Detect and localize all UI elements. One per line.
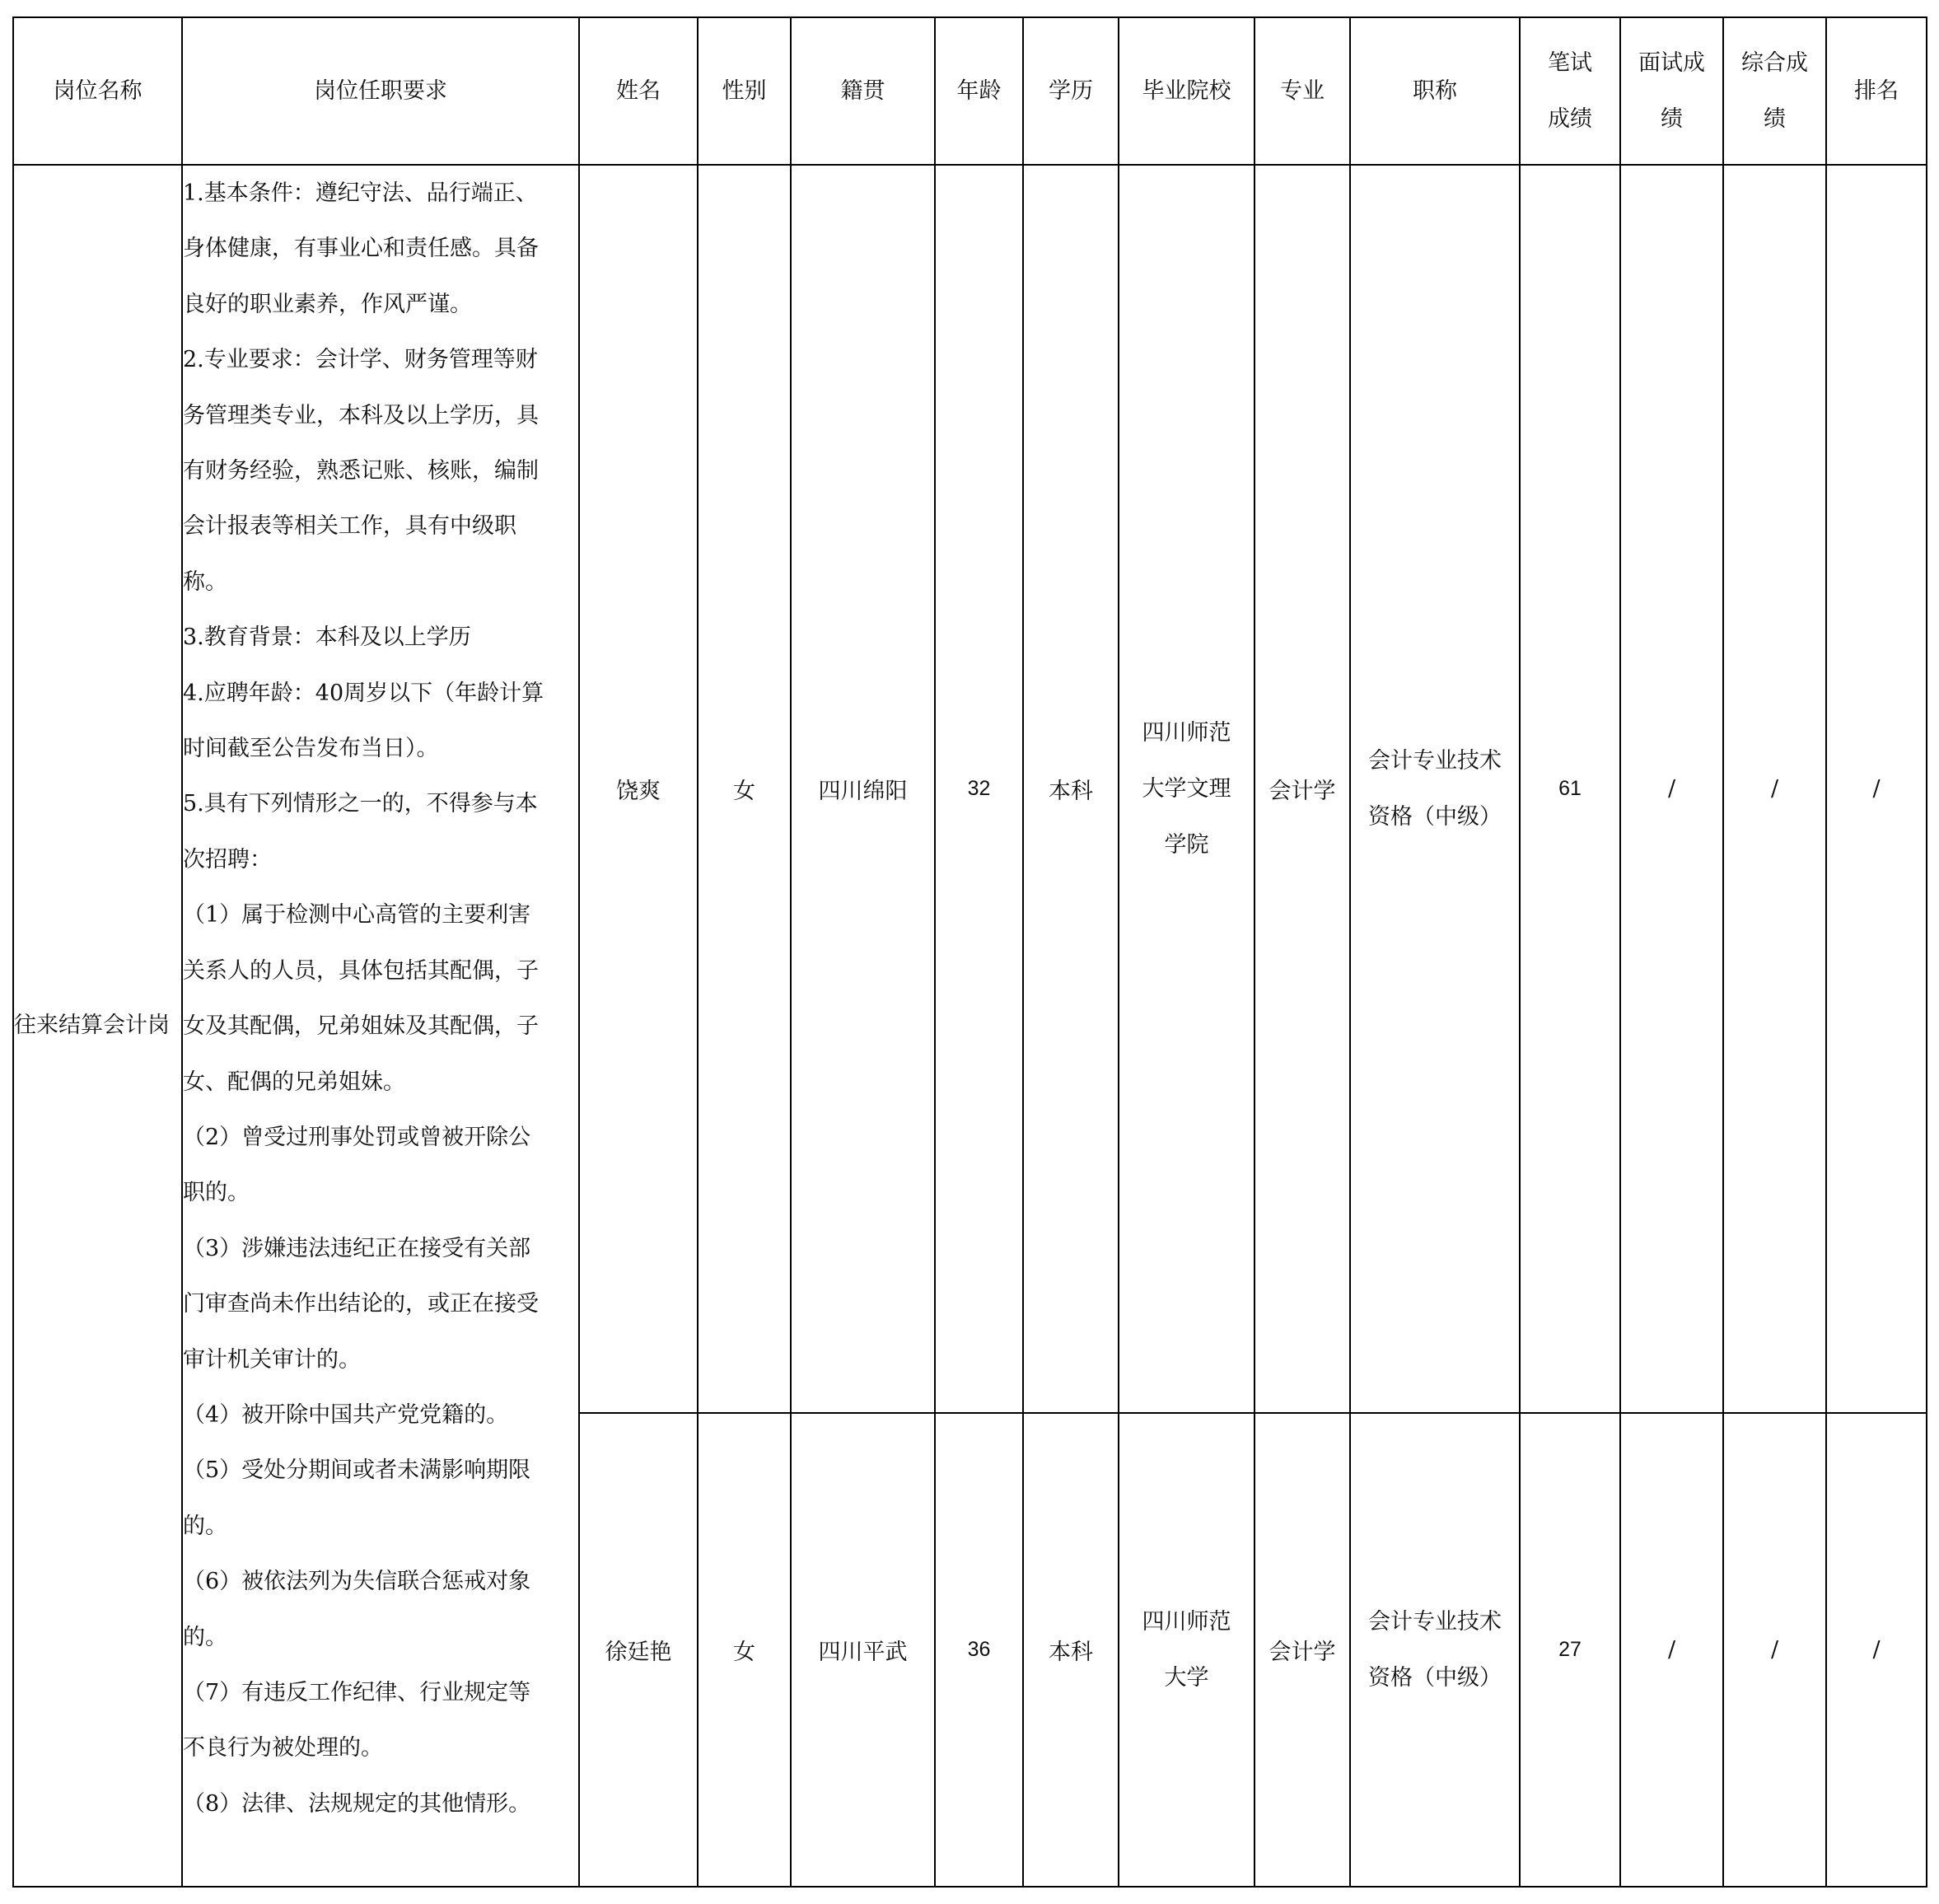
requirements-cell bbox=[182, 165, 579, 1887]
candidate-2-title bbox=[1350, 1413, 1520, 1887]
requirement-line: 女、配偶的兄弟姐妹。 bbox=[183, 1069, 405, 1095]
candidate-2-rank: / bbox=[1826, 1413, 1927, 1887]
requirement-line: （5）受处分期间或者未满影响期限 bbox=[183, 1457, 531, 1484]
candidate-1-total-score: / bbox=[1723, 165, 1826, 1413]
header-education: 学历 bbox=[1023, 17, 1119, 165]
candidate-2-total-score: / bbox=[1723, 1413, 1826, 1887]
requirement-line: （8）法律、法规规定的其他情形。 bbox=[183, 1790, 531, 1817]
header-requirements: 岗位任职要求 bbox=[182, 17, 579, 165]
header-gender: 性别 bbox=[698, 17, 791, 165]
candidate-1-age: 32 bbox=[935, 165, 1023, 1413]
candidate-2-major: 会计学 bbox=[1255, 1413, 1350, 1887]
requirement-line: 2.专业要求：会计学、财务管理等财 bbox=[183, 347, 538, 373]
header-age: 年龄 bbox=[935, 17, 1023, 165]
candidate-1-school-line: 大学文理 bbox=[1142, 775, 1231, 802]
candidate-1-title-line: 会计专业技术 bbox=[1368, 747, 1502, 774]
requirement-line: 有财务经验，熟悉记账、核账，编制 bbox=[183, 458, 539, 484]
requirement-line: 良好的职业素养，作风严谨。 bbox=[183, 291, 472, 317]
requirement-line: 1.基本条件：遵纪守法、品行端正、 bbox=[183, 180, 538, 206]
candidate-1-school bbox=[1119, 165, 1255, 1413]
requirement-line: 不良行为被处理的。 bbox=[183, 1735, 383, 1761]
candidate-table bbox=[12, 16, 1927, 1888]
header-post-name: 岗位名称 bbox=[13, 17, 182, 165]
header-total-score bbox=[1723, 17, 1826, 165]
post-name: 往来结算会计岗 bbox=[14, 1013, 170, 1038]
candidate-1-school-line: 四川师范 bbox=[1142, 719, 1231, 746]
candidate-1-gender: 女 bbox=[698, 165, 791, 1413]
requirement-line: （1）属于检测中心高管的主要利害 bbox=[183, 902, 531, 929]
requirement-line: 务管理类专业，本科及以上学历，具 bbox=[183, 402, 539, 428]
candidate-1-title-line: 资格（中级） bbox=[1368, 803, 1502, 830]
candidate-2-education: 本科 bbox=[1023, 1413, 1119, 1887]
requirement-line: 4.应聘年龄：40周岁以下（年龄计算 bbox=[183, 680, 544, 706]
requirement-line: 次招聘： bbox=[183, 846, 272, 872]
requirement-line: 5.具有下列情形之一的，不得参与本 bbox=[183, 791, 538, 817]
candidate-2-school bbox=[1119, 1413, 1255, 1887]
candidate-2-name: 徐廷艳 bbox=[579, 1413, 698, 1887]
header-school: 毕业院校 bbox=[1119, 17, 1255, 165]
candidate-2-origin: 四川平武 bbox=[791, 1413, 935, 1887]
requirement-line: 女及其配偶，兄弟姐妹及其配偶，子 bbox=[183, 1013, 539, 1040]
header-origin: 籍贯 bbox=[791, 17, 935, 165]
requirement-line: （7）有违反工作纪律、行业规定等 bbox=[183, 1679, 531, 1705]
header-written-score-line1: 笔试 bbox=[1548, 49, 1592, 76]
requirement-line: 审计机关审计的。 bbox=[183, 1346, 361, 1373]
requirement-line: 身体健康，有事业心和责任感。具备 bbox=[183, 236, 539, 262]
post-name-cell bbox=[13, 165, 182, 1887]
candidate-1-major: 会计学 bbox=[1255, 165, 1350, 1413]
header-total-score-line2: 绩 bbox=[1764, 105, 1786, 132]
candidate-2-written-score: 27 bbox=[1520, 1413, 1620, 1887]
header-name: 姓名 bbox=[579, 17, 698, 165]
candidate-1-rank: / bbox=[1826, 165, 1927, 1413]
header-written-score-line2: 成绩 bbox=[1548, 105, 1592, 132]
requirement-line: 门审查尚未作出结论的，或正在接受 bbox=[183, 1291, 539, 1317]
candidate-1-name: 饶爽 bbox=[579, 165, 698, 1413]
header-interview-score bbox=[1620, 17, 1723, 165]
candidate-1-interview-score: / bbox=[1620, 165, 1723, 1413]
candidate-1-education: 本科 bbox=[1023, 165, 1119, 1413]
candidate-2-title-line: 会计专业技术 bbox=[1368, 1608, 1502, 1635]
requirement-line: 会计报表等相关工作，具有中级职 bbox=[183, 513, 516, 540]
requirement-line: （4）被开除中国共产党党籍的。 bbox=[183, 1401, 509, 1428]
candidate-2-gender: 女 bbox=[698, 1413, 791, 1887]
requirement-line: 时间截至公告发布当日）。 bbox=[183, 736, 439, 762]
candidate-1-origin: 四川绵阳 bbox=[791, 165, 935, 1413]
header-rank: 排名 bbox=[1826, 17, 1927, 165]
requirement-line: （6）被依法列为失信联合惩戒对象 bbox=[183, 1569, 531, 1595]
candidate-2-school-line: 大学 bbox=[1164, 1664, 1209, 1691]
candidate-2-school-line: 四川师范 bbox=[1142, 1608, 1231, 1635]
candidate-2-title-line: 资格（中级） bbox=[1368, 1664, 1502, 1691]
header-title: 职称 bbox=[1350, 17, 1520, 165]
table-row bbox=[13, 165, 1927, 1413]
requirement-line: （2）曾受过刑事处罚或曾被开除公 bbox=[183, 1124, 531, 1150]
requirement-line: （3）涉嫌违法违纪正在接受有关部 bbox=[183, 1235, 531, 1261]
requirement-line: 的。 bbox=[183, 1513, 227, 1539]
candidate-2-age: 36 bbox=[935, 1413, 1023, 1887]
requirement-line: 职的。 bbox=[183, 1180, 250, 1206]
header-interview-score-line2: 绩 bbox=[1661, 105, 1683, 132]
candidate-1-written-score: 61 bbox=[1520, 165, 1620, 1413]
requirement-line: 称。 bbox=[183, 568, 227, 595]
requirement-line: 3.教育背景：本科及以上学历 bbox=[183, 625, 471, 651]
requirements-list bbox=[183, 166, 578, 1831]
header-interview-score-line1: 面试成 bbox=[1638, 49, 1705, 76]
candidate-1-title bbox=[1350, 165, 1520, 1413]
requirement-line: 关系人的人员，具体包括其配偶，子 bbox=[183, 957, 539, 984]
header-major: 专业 bbox=[1255, 17, 1350, 165]
candidate-2-interview-score: / bbox=[1620, 1413, 1723, 1887]
header-total-score-line1: 综合成 bbox=[1741, 49, 1808, 76]
requirement-line: 的。 bbox=[183, 1624, 227, 1650]
candidate-1-school-line: 学院 bbox=[1164, 831, 1209, 858]
header-row bbox=[13, 17, 1927, 165]
header-written-score bbox=[1520, 17, 1620, 165]
